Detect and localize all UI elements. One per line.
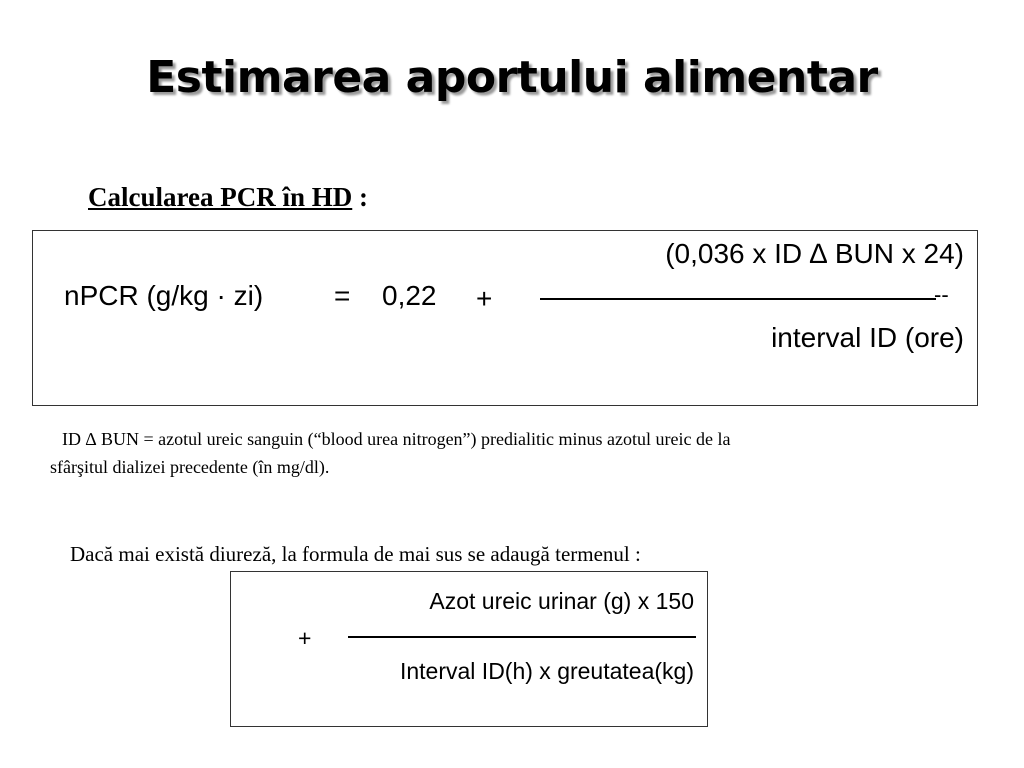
subtitle-suffix: : [352, 182, 368, 212]
formula-equals: = [334, 280, 351, 311]
bun-definition-line1: ID ∆ BUN = azotul ureic sanguin (“blood urea nitrogen”) predialitic minus azotul ureic de la [62, 429, 731, 449]
urinary-fraction-bar [348, 636, 696, 638]
formula-lhs: nPCR (g/kg · zi) [64, 280, 264, 311]
urinary-term-plus: + [298, 625, 312, 651]
formula-plus: + [476, 283, 493, 314]
formula-numerator: (0,036 x ID ∆ BUN x 24) [665, 238, 964, 269]
diuresis-note: Dacă mai există diureză, la formula de mai sus se adaugă termenul : [70, 542, 641, 566]
bun-definition-line2: sfârşitul dializei precedente (în mg/dl). [50, 457, 330, 477]
subtitle [88, 182, 368, 213]
urinary-term-numerator: Azot ureic urinar (g) x 150 [429, 588, 694, 614]
formula-denominator: interval ID (ore) [771, 322, 964, 353]
fraction-bar-tail: -- [934, 282, 949, 307]
slide-title: Estimarea aportului alimentar [146, 52, 878, 103]
urinary-term-denominator: Interval ID(h) x greutatea(kg) [399, 658, 694, 684]
fraction-bar [540, 298, 936, 300]
subtitle-text: Calcularea PCR în HD [88, 182, 353, 212]
formula-constant: 0,22 [382, 280, 437, 311]
